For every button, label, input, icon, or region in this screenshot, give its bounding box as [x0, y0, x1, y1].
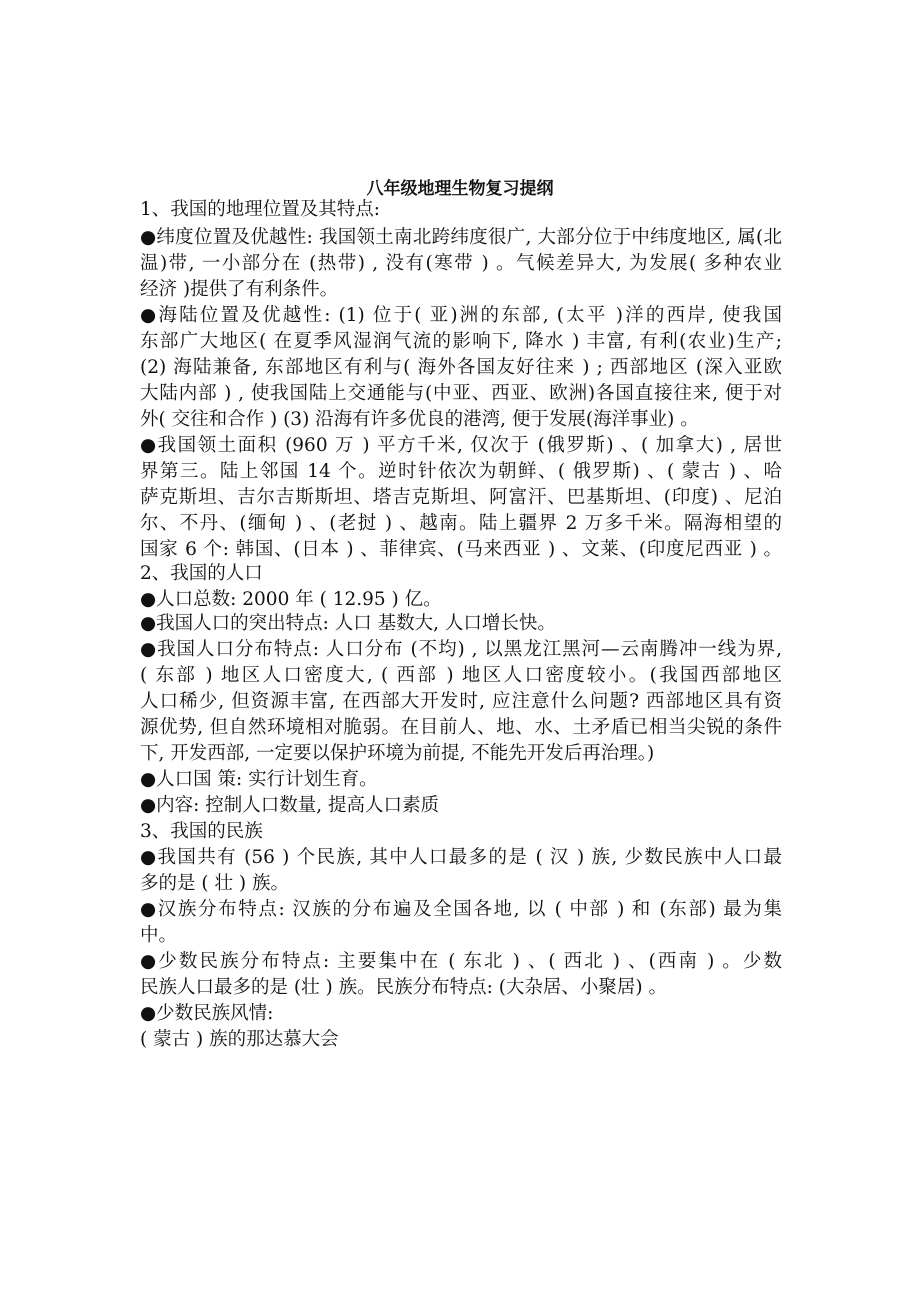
text-line: ●人口国 策: 实行计划生育。 — [140, 769, 378, 790]
text-line: ●我国领土面积 (960 万 ) 平方千米, 仅次于 (俄罗斯) 、( 加拿大) , 居世 — [140, 435, 782, 456]
text-line: 界第三。陆上邻国 14 个。逆时针依次为朝鲜、( 俄罗斯) 、( 蒙古 ) 、哈 — [140, 461, 782, 482]
text-line: 萨克斯坦、吉尔吉斯斯坦、塔吉克斯坦、阿富汗、巴基斯坦、(印度) 、尼泊 — [140, 487, 782, 508]
section-heading: 3、我国的民族 — [140, 821, 263, 842]
text-line: ●内容: 控制人口数量, 提高人口素质 — [140, 795, 440, 816]
text-line: ( 蒙古 ) 族的那达慕大会 — [140, 1029, 339, 1050]
text-line: 外( 交往和合作 ) (3) 沿海有许多优良的港湾, 便于发展(海洋事业) 。 — [140, 409, 699, 430]
text-line: ●纬度位置及优越性: 我国领土南北跨纬度很广, 大部分位于中纬度地区, 属(北 — [140, 227, 782, 248]
text-line: ●我国人口分布特点: 人口分布 (不均) , 以黑龙江黑河—云南腾冲一线为界, — [140, 639, 782, 660]
text-line: ●海陆位置及优越性: (1) 位于( 亚)洲的东部, (太平 )洋的西岸, 使我国 — [140, 305, 782, 326]
text-line: ( 东部 ) 地区人口密度大, ( 西部 ) 地区人口密度较小。(我国西部地区 — [140, 665, 782, 686]
text-line: 国家 6 个: 韩国、(日本 ) 、菲律宾、(马来西亚 ) 、文莱、(印度尼西亚 ) 。 — [140, 539, 782, 560]
text-line: ●少数民族分布特点: 主要集中在 ( 东北 ) 、( 西北 ) 、(西南 ) 。少数 — [140, 951, 782, 972]
text-line: 经济 )提供了有利条件。 — [140, 279, 339, 300]
text-line: 东部广大地区( 在夏季风湿润气流的影响下, 降水 ) 丰富, 有利(农业)生产; — [140, 331, 782, 352]
text-line: 民族人口最多的是 (壮 ) 族。民族分布特点: (大杂居、小聚居) 。 — [140, 977, 668, 998]
section-heading: 1、我国的地理位置及其特点: — [140, 199, 381, 220]
text-line: 人口稀少, 但资源丰富, 在西部大开发时, 应注意什么问题? 西部地区具有资 — [140, 691, 782, 712]
text-line: ●我国人口的突出特点: 人口 基数大, 人口增长快。 — [140, 613, 556, 634]
text-line: 温)带, 一小部分在 (热带) , 没有(寒带 ) 。气候差异大, 为发展( 多种农业 — [140, 253, 782, 274]
text-line: ●我国共有 (56 ) 个民族, 其中人口最多的是 ( 汉 ) 族, 少数民族中人口最 — [140, 847, 782, 868]
text-line: 多的是 ( 壮 ) 族。 — [140, 873, 289, 894]
text-line: 尔、不丹、(缅甸 ) 、(老挝 ) 、越南。陆上疆界 2 万多千米。隔海相望的 — [140, 513, 782, 534]
text-line: 大陆内部 ) , 使我国陆上交通能与(中亚、西亚、欧洲)各国直接往来, 便于对 — [140, 383, 782, 404]
text-line: 源优势, 但自然环境相对脆弱。在目前人、地、水、土矛盾已相当尖锐的条件 — [140, 717, 782, 738]
text-line: (2) 海陆兼备, 东部地区有利与( 海外各国友好往来 ) ; 西部地区 (深入亚欧 — [140, 357, 782, 378]
text-line: ●少数民族风情: — [140, 1003, 274, 1024]
text-line: 中。 — [140, 925, 178, 946]
section-heading: 2、我国的人口 — [140, 563, 263, 584]
text-line: 下, 开发西部, 一定要以保护环境为前提, 不能先开发后再治理。) — [140, 743, 655, 764]
text-line: ●汉族分布特点: 汉族的分布遍及全国各地, 以 ( 中部 ) 和 (东部) 最为集 — [140, 899, 782, 920]
document-title: 八年级地理生物复习提纲 — [366, 179, 554, 199]
text-line: ●人口总数: 2000 年 ( 12.95 ) 亿。 — [140, 589, 442, 610]
